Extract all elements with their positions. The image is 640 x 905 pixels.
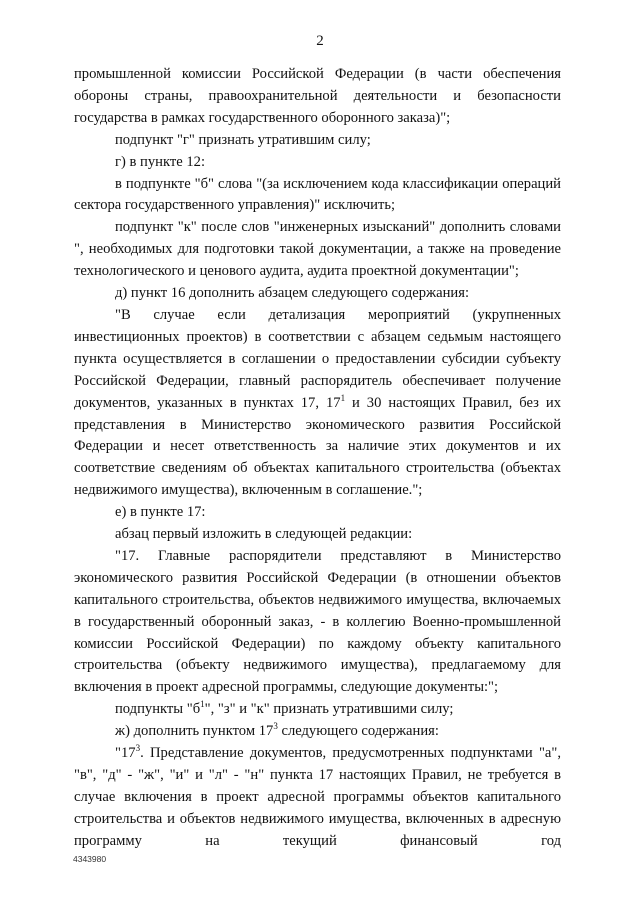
paragraph (74, 130, 561, 152)
paragraph (74, 699, 561, 721)
paragraph-text: и 30 настоящих Правил, без их представления в Министерство экономического развития Российской Федерации и несет ответственность за наличие этих документов и их соответствие сведениям об объектах капитального строительства (объектах недвижимого имущества), включенным в соглашение."; (74, 394, 561, 499)
paragraph-text: "В случае если детализация мероприятий (укрупненных инвестиционных проектов) в соответствии с абзацем седьмым настоящего пункта осуществляется в соглашении о предоставлении субсидии субъекту Российской Федерации, главный распорядитель обеспечивает получение документов, указанных в пунктах 17, 17 (74, 306, 561, 411)
paragraph-text: д) пункт 16 дополнить абзацем следующего содержания: (115, 285, 470, 302)
document-code: 4343980 (73, 854, 107, 864)
paragraph-text: промышленной комиссии Российской Федерации (в части обеспечения обороны страны, правоохранительной деятельности и безопасности государства в рамках государственного оборонного заказа)"; (74, 66, 561, 126)
paragraph-text: подпункты "б (115, 701, 201, 718)
paragraph (74, 174, 561, 218)
superscript-index: 3 (273, 721, 278, 732)
paragraph-text: "17 (115, 745, 136, 762)
paragraph (74, 721, 561, 743)
paragraph (74, 152, 561, 174)
paragraph-text: "17. Главные распорядители представляют в Министерство экономического развития Российской Федерации (в отношении объектов капитального строительства, объектов недвижимого имущества, включаемых в государственный оборонный заказ, - в коллегию Военно-промышленной комиссии Российской Федерации) по каждому объекту капитального строительства (объекту недвижимого имущества), предлагаемому для включения в проект адресной программы, следующие документы:"; (74, 547, 561, 696)
paragraph (74, 305, 561, 502)
paragraph-text: г) в пункте 12: (115, 153, 205, 170)
paragraph-text: е) в пункте 17: (115, 504, 206, 521)
paragraph (74, 217, 561, 283)
superscript-index: 1 (340, 392, 346, 403)
paragraph-text: подпункт "к" после слов "инженерных изысканий" дополнить словами ", необходимых для подготовки такой документации, а также на проведение технологического и ценового аудита, аудита проектной документации"; (74, 219, 561, 280)
paragraph (74, 502, 561, 524)
page-number: 2 (316, 33, 324, 49)
paragraph (74, 546, 561, 699)
document-body (74, 64, 561, 853)
paragraph-text: в подпункте "б" слова "(за исключением кода классификации операций сектора государственного управления)" исключить; (74, 175, 561, 214)
paragraph-text: следующего содержания: (277, 723, 439, 740)
paragraph-text: ", "з" и "к" признать утратившими силу; (204, 701, 454, 718)
paragraph-text: . Представление документов, предусмотренных подпунктами "а", "в", "д" - "ж", "и" и "л" - "н" пункта 17 настоящих Правил, не требуется в случае включения в проект адресной программы объектов капитального строительства и объектов недвижимого имущества, включенных в адресную программу на текущий финансовый год (74, 745, 561, 849)
superscript-index: 1 (200, 699, 205, 710)
paragraph-text: ж) дополнить пунктом 17 (115, 723, 274, 740)
paragraph-text: подпункт "г" признать утратившим силу; (115, 131, 371, 148)
paragraph-text: абзац первый изложить в следующей редакции: (115, 526, 413, 543)
paragraph (74, 743, 561, 853)
paragraph (74, 524, 561, 546)
paragraph (74, 64, 561, 130)
paragraph (74, 283, 561, 305)
superscript-index: 3 (135, 743, 141, 754)
